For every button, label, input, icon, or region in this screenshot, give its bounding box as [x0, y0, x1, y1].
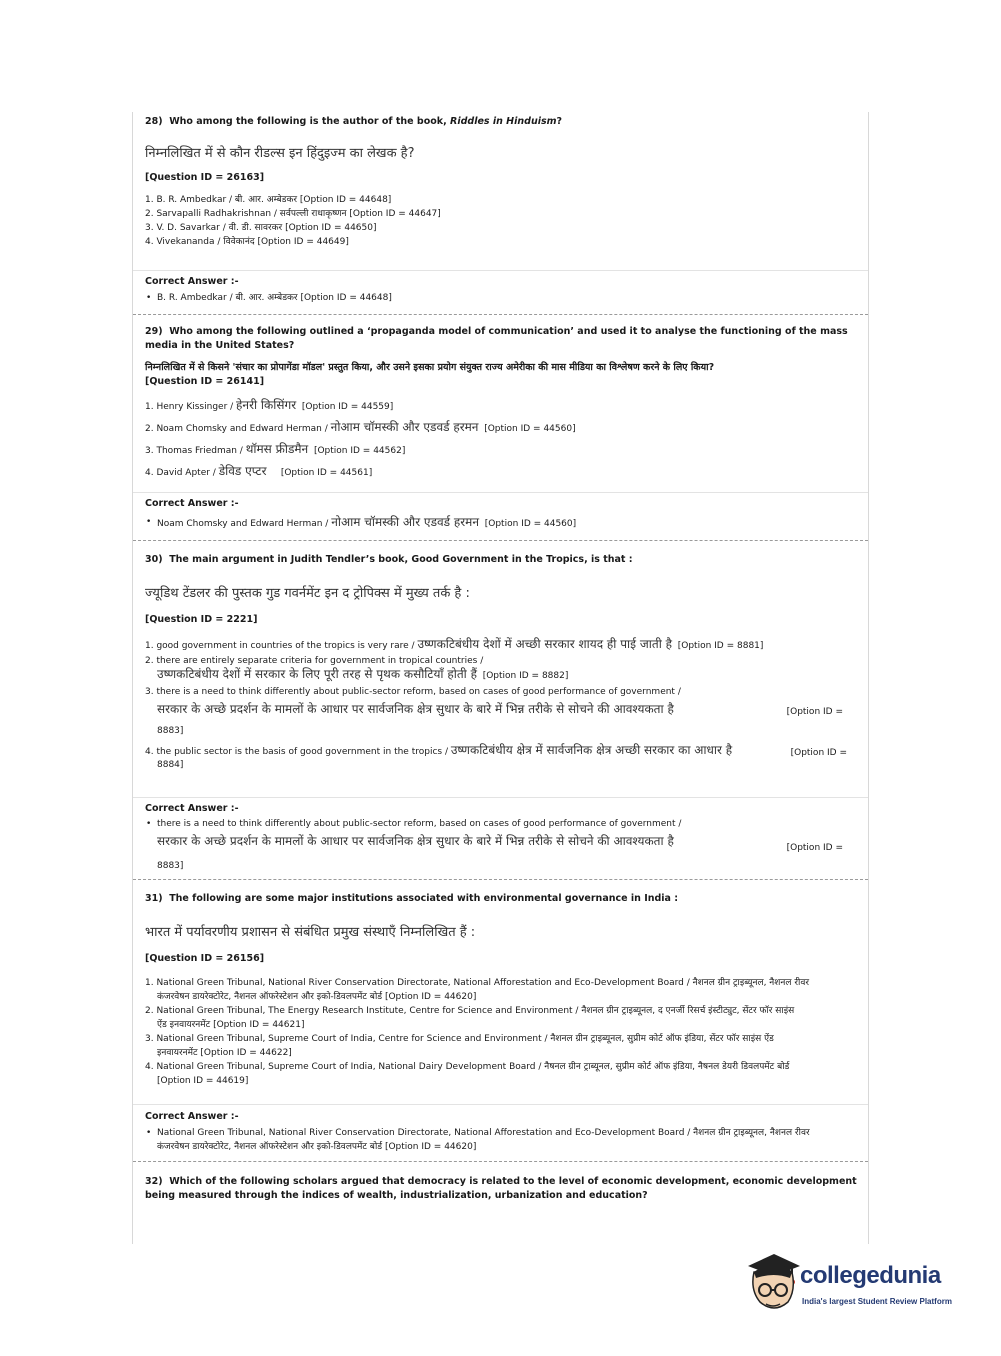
options-list: [145, 193, 857, 249]
question-text-hindi: निम्नलिखित में से कौन रीडल्स इन हिंदुइज्म का लेखक है?: [145, 146, 415, 161]
separator: [133, 879, 868, 880]
correct-answer-28: [145, 275, 857, 305]
option: 1. good government in countries of the tropics is very rare / उष्णकटिबंधीय देशों में अच्छी सरकार शायद ही पाई जाती है [Option ID = 8881]: [145, 637, 764, 651]
question-text-hindi: भारत में पर्यावरणीय प्रशासन से संबंधित प्रमुख संस्थाएँ निम्नलिखित हैं :: [145, 925, 476, 940]
option: 3. National Green Tribunal, Supreme Court of India, Centre for Science and Environment / नैशनल ग्रीन ट्राइब्यूनल, सुप्रीम कोर्ट ऑफ इंडिया, सेंटर फॉर साइंस ऐंड इनवायरनमेंट [Option ID = 44622]: [145, 1034, 774, 1058]
question-id: [Question ID = 26163]: [145, 172, 265, 183]
question-id: [Question ID = 26156]: [145, 953, 265, 964]
question-text: 28) Who among the following is the author of the book, Riddles in Hinduism?: [145, 116, 563, 127]
correct-answer-label: Correct Answer :-: [145, 1111, 239, 1122]
question-28: [145, 115, 857, 249]
option: 2. there are entirely separate criteria for government in tropical countries / उष्णकटिबंधीय देशों में सरकार के लिए पूरी तरह से पृथक कसौटियाँ होती हैं [Option ID = 8882]: [145, 656, 569, 681]
separator: [133, 1161, 868, 1162]
option: 3. V. D. Savarkar / वी. डी. सावरकर [Option ID = 44650]: [145, 223, 377, 233]
correct-answer-31: [145, 1110, 857, 1154]
correct-answer-label: Correct Answer :-: [145, 276, 239, 287]
separator: [133, 540, 868, 541]
correct-answer: • Noam Chomsky and Edward Herman / नोआम चॉमस्की और एडवर्ड हरमन [Option ID = 44560]: [145, 515, 857, 531]
option: 1. B. R. Ambedkar / बी. आर. अम्बेडकर [Option ID = 44648]: [145, 195, 392, 205]
question-32: [145, 1175, 857, 1203]
option: 1. National Green Tribunal, National River Conservation Directorate, National Afforestation and Eco-Development Board / नैशनल ग्रीन ट्राइब्यूनल, नैशनल रीवर कंजरवेषन डायरेक्टोरेट, नैशनल ऑफरेस्टेशन और इको-डिवलपमेंट बोर्ड [Option ID = 44620]: [145, 978, 810, 1002]
correct-answer-30: [145, 802, 857, 871]
divider: [133, 270, 868, 271]
correct-answer: • there is a need to think differently about public-sector reform, based on cases of good performance of government /: [145, 818, 857, 831]
option: 4. David Apter / डेविड एप्टर [Option ID = 44561]: [145, 464, 373, 478]
option: 3. there is a need to think differently about public-sector reform, based on cases of good performance of government / सरकार के अच्छे प्रदर्शन के मामलों के आधार पर सार्वजनिक क्षेत्र सुधार के बारे में भिन्न तरीके से सोचने की आवश्यकता है [Option ID = 8883]: [145, 687, 843, 736]
option: 1. Henry Kissinger / हेनरी किसिंगर [Option ID = 44559]: [145, 398, 394, 412]
option: 3. Thomas Friedman / थॉमस फ्रीडमैन [Option ID = 44562]: [145, 442, 406, 456]
separator: [133, 314, 868, 315]
option: 4. National Green Tribunal, Supreme Court of India, National Dairy Development Board / नैषनल ग्रीन ट्राब्यूनल, सुप्रीम कोर्ट ऑफ इंडिया, नैषनल डेयरी डिवलपमेंट बोर्ड [Option ID = 44619]: [145, 1062, 790, 1086]
question-text: 32) Which of the following scholars argued that democracy is related to the level of economic development, economic development being measured through the indices of wealth, industrialization, urbanization and education?: [145, 1176, 857, 1201]
option: 4. the public sector is the basis of good government in the tropics / उष्णकटिबंधीय क्षेत्र में सार्वजनिक क्षेत्र अच्छी सरकार का आधार है [Option ID = 8884]: [145, 743, 847, 770]
option: 2. Sarvapalli Radhakrishnan / सर्वपल्ली राधाकृष्णन [Option ID = 44647]: [145, 209, 441, 219]
correct-answer-hindi: सरकार के अच्छे प्रदर्शन के मामलों के आधार पर सार्वजनिक क्षेत्र सुधार के बारे में भिन्न तरीके से सोचने की आवश्यकता है [Option ID =: [157, 834, 843, 853]
brand-name: collegedunia: [800, 1262, 941, 1289]
option: 4. Vivekananda / विवेकानंद [Option ID = 44649]: [145, 237, 349, 247]
correct-answer-id: 8883]: [157, 861, 184, 871]
question-30: [145, 553, 857, 772]
question-id: [Question ID = 26141]: [145, 376, 265, 387]
divider: [133, 797, 868, 798]
correct-answer-continued: कंजरवेषन डायरेक्टोरेट, नैशनल ऑफरेस्टेशन और इको-डिवलपमेंट बोर्ड [Option ID = 44620]: [157, 1142, 477, 1152]
question-id: [Question ID = 2221]: [145, 614, 258, 625]
option: 2. National Green Tribunal, The Energy Research Institute, Centre for Science and Environment / नैशनल ग्रीन ट्राइब्यूनल, द एनर्जी रिसर्च इंस्टीट्युट, सेंटर फॉर साइंस ऐंड इनवायरनमेंट [Option ID = 44621]: [145, 1006, 795, 1030]
divider: [133, 492, 868, 493]
correct-answer-label: Correct Answer :-: [145, 803, 239, 814]
option: 2. Noam Chomsky and Edward Herman / नोआम चॉमस्की और एडवर्ड हरमन [Option ID = 44560]: [145, 420, 576, 434]
options-list: [145, 976, 857, 1088]
options-list: [145, 635, 857, 772]
question-31: [145, 892, 857, 1088]
question-29: [145, 325, 857, 483]
correct-answer-29: [145, 497, 857, 531]
question-text: 29) Who among the following outlined a ‘propaganda model of communication’ and used it to analyse the functioning of the mass media in the United States?: [145, 326, 848, 351]
question-text-hindi: निम्नलिखित में से किसने 'संचार का प्रोपागेंडा मॉडल' प्रस्तुत किया, और उसने इसका प्रयोग संयुक्त राज्य अमेरीका की मास मीडिया का विश्लेषण करने के लिए किया?: [145, 362, 715, 373]
brand-tagline: India's largest Student Review Platform: [802, 1297, 952, 1306]
question-text-hindi: ज्यूडिथ टेंडलर की पुस्तक गुड गवर्नमेंट इन द ट्रोपिक्स में मुख्य तर्क है :: [145, 586, 470, 601]
options-list: [145, 395, 857, 483]
question-text: 30) The main argument in Judith Tendler’s book, Good Government in the Tropics, is that :: [145, 554, 633, 565]
correct-answer: • B. R. Ambedkar / बी. आर. अम्बेडकर [Option ID = 44648]: [145, 291, 857, 305]
divider: [133, 1104, 868, 1105]
correct-answer: • National Green Tribunal, National River Conservation Directorate, National Afforestation and Eco-Development Board / नैशनल ग्रीन ट्राइब्यूनल, नैशनल रीवर: [145, 1126, 857, 1140]
correct-answer-label: Correct Answer :-: [145, 498, 239, 509]
question-text: 31) The following are some major institutions associated with environmental governance in India :: [145, 893, 679, 904]
